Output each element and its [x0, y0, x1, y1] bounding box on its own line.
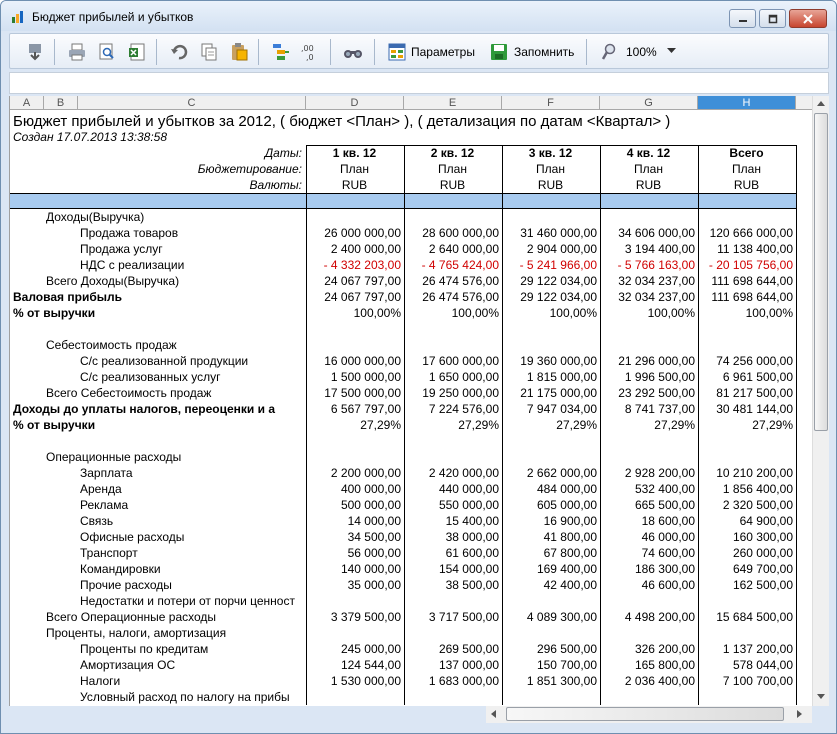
value-cell[interactable]: - 4 332 203,00 [323, 258, 401, 272]
value-cell[interactable] [602, 625, 695, 641]
value-cell[interactable] [406, 689, 499, 705]
value-cell[interactable]: 1 650 000,00 [428, 370, 499, 384]
value-cell[interactable] [406, 433, 499, 449]
vertical-scroll-thumb[interactable] [814, 113, 828, 431]
undo-button[interactable] [166, 39, 192, 65]
row-label: Всего Операционные расходы [46, 610, 217, 624]
row-label: Всего Себестоимость продаж [46, 386, 212, 400]
value-cell[interactable] [308, 337, 401, 353]
find-button[interactable] [340, 39, 366, 65]
value-cell[interactable] [602, 449, 695, 465]
value-cell[interactable]: 6 567 797,00 [330, 402, 401, 416]
value-cell[interactable] [504, 625, 597, 641]
value-cell[interactable]: 100,00% [647, 306, 695, 320]
header-band [10, 193, 796, 208]
value-cell[interactable] [700, 625, 793, 641]
row-label: Валовая прибыль [13, 290, 122, 304]
value-cell[interactable]: 4 498 200,00 [624, 610, 695, 624]
value-cell[interactable]: 26 474 576,00 [422, 290, 499, 304]
value-cell[interactable]: 111 698 644,00 [711, 290, 793, 304]
toolbar-separator [54, 39, 55, 65]
excel-button[interactable] [124, 39, 150, 65]
parameters-label[interactable]: Параметры [411, 45, 475, 59]
value-cell[interactable]: 46 600,00 [641, 578, 695, 592]
value-cell[interactable] [700, 593, 793, 609]
value-cell[interactable] [406, 625, 499, 641]
value-cell[interactable]: 3 194 400,00 [624, 242, 695, 256]
value-cell[interactable]: 245 000,00 [340, 642, 401, 656]
value-cell[interactable] [504, 337, 597, 353]
toolbar-separator [258, 39, 259, 65]
value-cell[interactable]: 186 300,00 [634, 562, 695, 576]
value-cell[interactable] [602, 321, 695, 337]
title-bar [1, 1, 836, 31]
value-cell[interactable] [700, 689, 793, 705]
value-cell[interactable]: 6 961 500,00 [722, 370, 793, 384]
row-label: Недостатки и потери от порчи ценност [80, 594, 295, 608]
report-created-date: Создан 17.07.2013 13:38:58 [13, 130, 167, 144]
formula-bar[interactable] [9, 72, 829, 94]
value-cell[interactable]: 165 800,00 [634, 658, 695, 672]
value-cell[interactable]: 24 067 797,00 [324, 290, 401, 304]
scroll-left-icon[interactable] [491, 710, 496, 718]
column-header-g[interactable]: G [600, 96, 698, 110]
print-preview-icon [97, 42, 117, 62]
grid-rule [502, 145, 503, 705]
currency-cell: RUB [439, 178, 466, 192]
svg-text:,00: ,00 [301, 44, 314, 53]
currency-cell: RUB [537, 178, 564, 192]
value-cell[interactable] [504, 689, 597, 705]
grid-rule [404, 145, 405, 705]
value-cell[interactable]: - 4 765 424,00 [421, 258, 499, 272]
dates-cell: 3 кв. 12 [528, 146, 573, 160]
grid-rule [10, 193, 796, 194]
row-label: Офисные расходы [80, 530, 185, 544]
print-button[interactable] [64, 39, 90, 65]
grid-rule [306, 145, 796, 146]
value-cell[interactable]: 100,00% [745, 306, 793, 320]
tree-structure-icon [271, 42, 291, 62]
row-label: Проценты, налоги, амортизация [46, 626, 227, 640]
value-cell[interactable]: 32 034 237,00 [618, 274, 695, 288]
budget-cell: План [634, 162, 663, 176]
app-icon [11, 10, 25, 24]
minimize-button[interactable] [729, 9, 756, 28]
value-cell[interactable]: 15 400,00 [445, 514, 499, 528]
row-label: Прочие расходы [80, 578, 172, 592]
grid-rule [796, 145, 797, 705]
value-cell[interactable] [308, 593, 401, 609]
value-cell[interactable]: 16 000 000,00 [324, 354, 401, 368]
value-cell[interactable]: 2 928 200,00 [624, 466, 695, 480]
preview-button[interactable] [94, 39, 120, 65]
value-cell[interactable]: 2 640 000,00 [428, 242, 499, 256]
value-cell[interactable]: 16 900,00 [543, 514, 597, 528]
value-cell[interactable] [406, 449, 499, 465]
value-cell[interactable]: 61 600,00 [445, 546, 499, 560]
value-cell[interactable]: 440 000,00 [438, 482, 499, 496]
value-cell[interactable] [406, 593, 499, 609]
value-cell[interactable] [308, 449, 401, 465]
row-label: Операционные расходы [46, 450, 182, 464]
value-cell[interactable]: 1 996 500,00 [624, 370, 695, 384]
row-label: Доходы(Выручка) [46, 210, 145, 224]
save-label[interactable]: Запомнить [514, 45, 575, 59]
maximize-button[interactable] [759, 9, 786, 28]
vertical-scrollbar[interactable] [812, 96, 829, 706]
value-cell[interactable] [602, 337, 695, 353]
value-cell[interactable]: 29 122 034,00 [520, 274, 597, 288]
report-sheet[interactable] [9, 96, 812, 706]
value-cell[interactable]: 15 684 500,00 [716, 610, 793, 624]
value-cell[interactable] [406, 209, 499, 225]
row-label: Доходы до уплаты налогов, переоценки и а [13, 402, 276, 416]
value-cell[interactable] [504, 209, 597, 225]
dates-cell: 1 кв. 12 [332, 146, 377, 160]
value-cell[interactable]: 124 544,00 [340, 658, 401, 672]
value-cell[interactable]: 17 600 000,00 [422, 354, 499, 368]
value-cell[interactable]: 2 904 000,00 [526, 242, 597, 256]
value-cell[interactable]: 8 741 737,00 [624, 402, 695, 416]
zoom-icon [599, 42, 619, 62]
row-label: Всего Доходы(Выручка) [46, 274, 180, 288]
parameters-icon-button[interactable] [384, 39, 410, 65]
value-cell[interactable]: 1 500 000,00 [330, 370, 401, 384]
row-label: С/с реализованных услуг [80, 370, 221, 384]
value-cell[interactable]: 1 137 200,00 [722, 642, 793, 656]
copy-icon [199, 42, 219, 62]
value-cell[interactable]: 1 815 000,00 [526, 370, 597, 384]
value-cell[interactable]: 150 700,00 [536, 658, 597, 672]
value-cell[interactable]: 484 000,00 [536, 482, 597, 496]
value-cell[interactable] [406, 321, 499, 337]
value-cell[interactable]: 3 717 500,00 [428, 610, 499, 624]
toolbar [9, 33, 829, 69]
value-cell[interactable]: 1 851 300,00 [526, 674, 597, 688]
value-cell[interactable]: 7 100 700,00 [722, 674, 793, 688]
currency-cell: RUB [635, 178, 662, 192]
value-cell[interactable]: 4 089 300,00 [526, 610, 597, 624]
value-cell[interactable] [504, 433, 597, 449]
value-cell[interactable]: 296 500,00 [536, 642, 597, 656]
row-label: Командировки [80, 562, 161, 576]
save-icon-button[interactable] [486, 39, 512, 65]
row-label: Себестоимость продаж [46, 338, 177, 352]
grid-rule [600, 145, 601, 705]
value-cell[interactable] [700, 337, 793, 353]
budget-cell: План [536, 162, 565, 176]
value-cell[interactable]: 38 500,00 [445, 578, 499, 592]
value-cell[interactable] [700, 449, 793, 465]
row-label: Проценты по кредитам [80, 642, 209, 656]
value-cell[interactable]: 34 606 000,00 [618, 226, 695, 240]
value-cell[interactable]: 64 900,00 [739, 514, 793, 528]
value-cell[interactable]: 326 200,00 [634, 642, 695, 656]
value-cell[interactable]: 532 400,00 [634, 482, 695, 496]
row-label: Налоги [80, 674, 121, 688]
value-cell[interactable]: 10 210 200,00 [716, 466, 793, 480]
value-cell[interactable]: 28 600 000,00 [422, 226, 499, 240]
column-header-f[interactable]: F [502, 96, 600, 110]
value-cell[interactable]: 38 000,00 [445, 530, 499, 544]
value-cell[interactable]: 74 600,00 [641, 546, 695, 560]
value-cell[interactable]: 100,00% [549, 306, 597, 320]
value-cell[interactable]: 31 460 000,00 [520, 226, 597, 240]
column-header-h[interactable]: H [698, 96, 796, 110]
copy-button[interactable] [196, 39, 222, 65]
currency-cell: RUB [733, 178, 760, 192]
binoculars-icon [342, 42, 364, 62]
value-cell[interactable]: 74 256 000,00 [716, 354, 793, 368]
value-cell[interactable]: 34 500,00 [347, 530, 401, 544]
value-cell[interactable]: 605 000,00 [536, 498, 597, 512]
value-cell[interactable]: 2 320 500,00 [722, 498, 793, 512]
value-cell[interactable]: 1 683 000,00 [428, 674, 499, 688]
value-cell[interactable]: 649 700,00 [732, 562, 793, 576]
value-cell[interactable]: 140 000,00 [340, 562, 401, 576]
grid-rule [306, 145, 307, 705]
column-header-a[interactable]: A [10, 96, 44, 110]
value-cell[interactable]: 2 662 000,00 [526, 466, 597, 480]
value-cell[interactable]: 27,29% [654, 418, 695, 432]
value-cell[interactable] [504, 321, 597, 337]
window-title: Бюджет прибылей и убытков [32, 10, 194, 24]
value-cell[interactable]: 19 360 000,00 [520, 354, 597, 368]
value-cell[interactable] [308, 433, 401, 449]
zoom-value[interactable]: 100% [626, 45, 657, 59]
toolbar-separator [330, 39, 331, 65]
budget-cell: План [340, 162, 369, 176]
value-cell[interactable]: 27,29% [556, 418, 597, 432]
export-button[interactable] [22, 39, 48, 65]
row-label: Связь [80, 514, 114, 528]
value-cell[interactable]: 30 481 144,00 [716, 402, 793, 416]
value-cell[interactable]: 81 217 500,00 [716, 386, 793, 400]
value-cell[interactable]: - 5 241 966,00 [519, 258, 597, 272]
row-label: Зарплата [80, 466, 133, 480]
value-cell[interactable]: 7 947 034,00 [526, 402, 597, 416]
value-cell[interactable]: 26 474 576,00 [422, 274, 499, 288]
value-cell[interactable]: 2 200 000,00 [330, 466, 401, 480]
close-icon [803, 14, 813, 24]
value-cell[interactable]: 154 000,00 [438, 562, 499, 576]
value-cell[interactable]: 7 224 576,00 [428, 402, 499, 416]
zoom-dropdown-icon[interactable] [667, 48, 676, 54]
horizontal-scrollbar[interactable] [486, 706, 812, 723]
budget-label: Бюджетирование: [197, 162, 302, 176]
excel-icon [127, 42, 147, 62]
value-cell[interactable]: 27,29% [458, 418, 499, 432]
column-header-d[interactable]: D [306, 96, 404, 110]
row-label: Аренда [80, 482, 122, 496]
row-label: Продажа услуг [80, 242, 163, 256]
value-cell[interactable]: 500 000,00 [340, 498, 401, 512]
close-button[interactable] [789, 9, 827, 28]
value-cell[interactable]: 111 698 644,00 [711, 274, 793, 288]
svg-text:,0: ,0 [306, 53, 314, 62]
value-cell[interactable] [602, 209, 695, 225]
value-cell[interactable] [308, 689, 401, 705]
value-cell[interactable]: 2 400 000,00 [330, 242, 401, 256]
value-cell[interactable]: 578 044,00 [732, 658, 793, 672]
value-cell[interactable]: 665 500,00 [634, 498, 695, 512]
value-cell[interactable]: 14 000,00 [347, 514, 401, 528]
value-cell[interactable]: 1 530 000,00 [330, 674, 401, 688]
value-cell[interactable]: 41 800,00 [543, 530, 597, 544]
currency-label: Валюты: [249, 178, 302, 192]
budget-cell: План [438, 162, 467, 176]
value-cell[interactable]: 27,29% [360, 418, 401, 432]
decimal-places-icon [300, 42, 322, 62]
floppy-save-icon [489, 42, 509, 62]
column-header-c[interactable]: C [78, 96, 306, 110]
value-cell[interactable] [406, 337, 499, 353]
dates-cell: 4 кв. 12 [626, 146, 671, 160]
value-cell[interactable]: 23 292 500,00 [618, 386, 695, 400]
row-label: Продажа товаров [80, 226, 179, 240]
value-cell[interactable]: 21 296 000,00 [618, 354, 695, 368]
minimize-icon [738, 14, 748, 24]
grid-rule [698, 145, 699, 705]
toolbar-separator [156, 39, 157, 65]
row-label [13, 433, 304, 449]
paste-icon [229, 42, 249, 62]
value-cell[interactable]: 21 175 000,00 [520, 386, 597, 400]
value-cell[interactable]: 100,00% [451, 306, 499, 320]
value-cell[interactable]: 400 000,00 [340, 482, 401, 496]
value-cell[interactable]: 35 000,00 [347, 578, 401, 592]
value-cell[interactable]: 160 300,00 [732, 530, 793, 544]
row-label: Условный расход по налогу на прибы [80, 690, 290, 704]
value-cell[interactable]: 169 400,00 [536, 562, 597, 576]
zoom-icon-button[interactable] [596, 39, 622, 65]
value-cell[interactable]: 162 500,00 [732, 578, 793, 592]
value-cell[interactable] [504, 449, 597, 465]
row-label: Реклама [80, 498, 129, 512]
decimals-button[interactable] [298, 39, 324, 65]
column-header-e[interactable]: E [404, 96, 502, 110]
printer-icon [67, 42, 87, 62]
value-cell[interactable]: 120 666 000,00 [709, 226, 793, 240]
toolbar-separator [374, 39, 375, 65]
scroll-right-icon[interactable] [797, 710, 802, 718]
toolbar-separator [586, 39, 587, 65]
value-cell[interactable]: 67 800,00 [543, 546, 597, 560]
currency-cell: RUB [341, 178, 368, 192]
value-cell[interactable]: 137 000,00 [438, 658, 499, 672]
column-header-filler [796, 96, 812, 110]
budget-cell: План [732, 162, 761, 176]
value-cell[interactable]: 29 122 034,00 [520, 290, 597, 304]
value-cell[interactable] [700, 209, 793, 225]
value-cell[interactable] [504, 593, 597, 609]
value-cell[interactable] [308, 625, 401, 641]
value-cell[interactable]: 42 400,00 [543, 578, 597, 592]
value-cell[interactable] [602, 593, 695, 609]
row-label: НДС с реализации [80, 258, 185, 272]
value-cell[interactable]: - 20 105 756,00 [708, 258, 793, 272]
value-cell[interactable] [700, 321, 793, 337]
row-label: Амортизация ОС [80, 658, 176, 672]
row-label [13, 321, 304, 337]
dates-label: Даты: [264, 146, 302, 160]
parameters-icon [387, 42, 407, 62]
value-cell[interactable]: 100,00% [353, 306, 401, 320]
value-cell[interactable]: 46 000,00 [641, 530, 695, 544]
value-cell[interactable] [602, 689, 695, 705]
value-cell[interactable]: 1 856 400,00 [722, 482, 793, 496]
value-cell[interactable]: 3 379 500,00 [330, 610, 401, 624]
horizontal-scroll-thumb[interactable] [506, 707, 784, 721]
value-cell[interactable]: 17 500 000,00 [324, 386, 401, 400]
export-icon [25, 42, 45, 62]
scroll-down-icon[interactable] [817, 694, 825, 699]
row-label: % от выручки [13, 418, 96, 432]
dates-cell: Всего [729, 146, 764, 160]
value-cell[interactable] [700, 433, 793, 449]
value-cell[interactable]: 269 500,00 [438, 642, 499, 656]
value-cell[interactable] [602, 433, 695, 449]
row-label: С/с реализованной продукции [80, 354, 249, 368]
value-cell[interactable]: 27,29% [752, 418, 793, 432]
structure-button[interactable] [268, 39, 294, 65]
value-cell[interactable]: 56 000,00 [347, 546, 401, 560]
row-label: % от выручки [13, 306, 96, 320]
value-cell[interactable]: 550 000,00 [438, 498, 499, 512]
report-title: Бюджет прибылей и убытков за 2012, ( бюджет <План> ), ( детализация по датам <Квартал> ) [13, 113, 671, 130]
column-header-b[interactable]: B [44, 96, 78, 110]
scroll-up-icon[interactable] [817, 101, 825, 106]
value-cell[interactable]: - 5 766 163,00 [617, 258, 695, 272]
paste-button[interactable] [226, 39, 252, 65]
value-cell[interactable] [308, 321, 401, 337]
value-cell[interactable]: 26 000 000,00 [324, 226, 401, 240]
row-label: Транспорт [80, 546, 138, 560]
value-cell[interactable]: 24 067 797,00 [324, 274, 401, 288]
value-cell[interactable]: 32 034 237,00 [618, 290, 695, 304]
value-cell[interactable]: 11 138 400,00 [717, 242, 793, 256]
value-cell[interactable]: 18 600,00 [641, 514, 695, 528]
dates-cell: 2 кв. 12 [430, 146, 475, 160]
value-cell[interactable]: 260 000,00 [732, 546, 793, 560]
value-cell[interactable] [308, 209, 401, 225]
value-cell[interactable]: 2 036 400,00 [624, 674, 695, 688]
undo-icon [169, 42, 189, 62]
maximize-icon [768, 14, 778, 24]
value-cell[interactable]: 2 420 000,00 [428, 466, 499, 480]
value-cell[interactable]: 19 250 000,00 [422, 386, 499, 400]
